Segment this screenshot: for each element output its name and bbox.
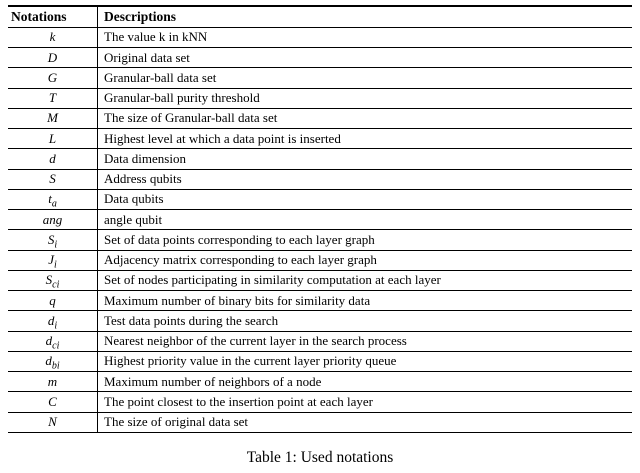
math-symbol: k [49,29,56,45]
math-subscript: i [54,239,58,251]
notation-cell [8,291,98,311]
descriptions-column-header: Descriptions [98,6,633,27]
table-row [8,189,632,209]
notations-column-header: Notations [8,6,98,27]
table-row [8,129,632,149]
description-cell: Address qubits [98,169,633,189]
table-row [8,412,632,432]
math-symbol: d [49,150,56,166]
math-symbol: M [47,110,58,126]
math-symbol: t [48,191,52,207]
description-cell: Granular-ball purity threshold [98,88,633,108]
description-cell: Highest level at which a data point is inserted [98,129,633,149]
description-cell: Test data points during the search [98,311,633,331]
table-row [8,169,632,189]
notation-cell [8,27,98,47]
notation-cell [8,392,98,412]
notation-cell [8,372,98,392]
description-cell: Maximum number of binary bits for similarity data [98,291,633,311]
notation-cell [8,169,98,189]
math-symbol: q [49,292,56,308]
notation-cell [8,250,98,270]
notation-cell [8,230,98,250]
math-subscript: ci [52,340,60,352]
notation-cell [8,149,98,169]
notation-cell [8,68,98,88]
table-body [8,27,632,432]
math-symbol: ang [42,211,63,227]
description-cell: Original data set [98,48,633,68]
table-row [8,291,632,311]
notation-cell [8,88,98,108]
table-row [8,108,632,128]
table-row [8,270,632,290]
notation-cell [8,210,98,230]
description-cell: The size of Granular-ball data set [98,108,633,128]
table-row [8,392,632,412]
math-symbol: m [47,373,58,389]
math-symbol: S [45,272,53,288]
table-row [8,48,632,68]
notation-cell [8,129,98,149]
table-row [8,351,632,371]
table-caption: Table 1: Used notations [246,448,394,466]
description-cell: The point closest to the insertion point at each layer [98,392,633,412]
table-row [8,27,632,47]
math-symbol: T [48,90,57,106]
math-subscript: ci [52,279,60,291]
math-symbol: d [45,333,53,349]
description-cell: The value k in kNN [98,27,633,47]
notation-cell [8,108,98,128]
description-cell: Set of data points corresponding to each layer graph [98,230,633,250]
math-symbol: C [48,393,57,409]
description-cell: The size of original data set [98,412,633,432]
table-row [8,68,632,88]
math-symbol: d [47,312,55,328]
description-cell: Highest priority value in the current layer priority queue [98,351,633,371]
notation-cell [8,189,98,209]
description-cell: angle qubit [98,210,633,230]
notation-cell [8,311,98,331]
paper-page [0,5,640,473]
math-symbol: N [48,414,57,430]
math-symbol: S [49,171,56,187]
math-subscript: i [54,320,58,332]
math-subscript: i [54,259,57,271]
notation-cell [8,331,98,351]
description-cell: Data qubits [98,189,633,209]
calligraphic-symbol: D [47,49,58,65]
table-row [8,149,632,169]
table-row [8,311,632,331]
math-symbol: J [48,252,54,268]
table-row [8,230,632,250]
math-symbol: L [48,130,57,146]
math-symbol: S [47,231,55,247]
notation-cell [8,270,98,290]
math-symbol: d [45,353,52,369]
notation-cell [8,412,98,432]
math-subscript: bi [51,360,60,372]
description-cell: Nearest neighbor of the current layer in the search process [98,331,633,351]
description-cell: Granular-ball data set [98,68,633,88]
header-row [8,6,632,27]
table-row [8,88,632,108]
notations-table [8,5,632,433]
calligraphic-symbol: G [47,69,58,85]
table-row [8,331,632,351]
description-cell: Set of nodes participating in similarity computation at each layer [98,270,633,290]
description-cell: Data dimension [98,149,633,169]
table-row [8,210,632,230]
math-subscript: a [51,198,57,210]
notation-cell [8,48,98,68]
description-cell: Adjacency matrix corresponding to each layer graph [98,250,633,270]
table-header [8,6,632,27]
table-row [8,372,632,392]
table-row [8,250,632,270]
description-cell: Maximum number of neighbors of a node [98,372,633,392]
notation-cell [8,351,98,371]
